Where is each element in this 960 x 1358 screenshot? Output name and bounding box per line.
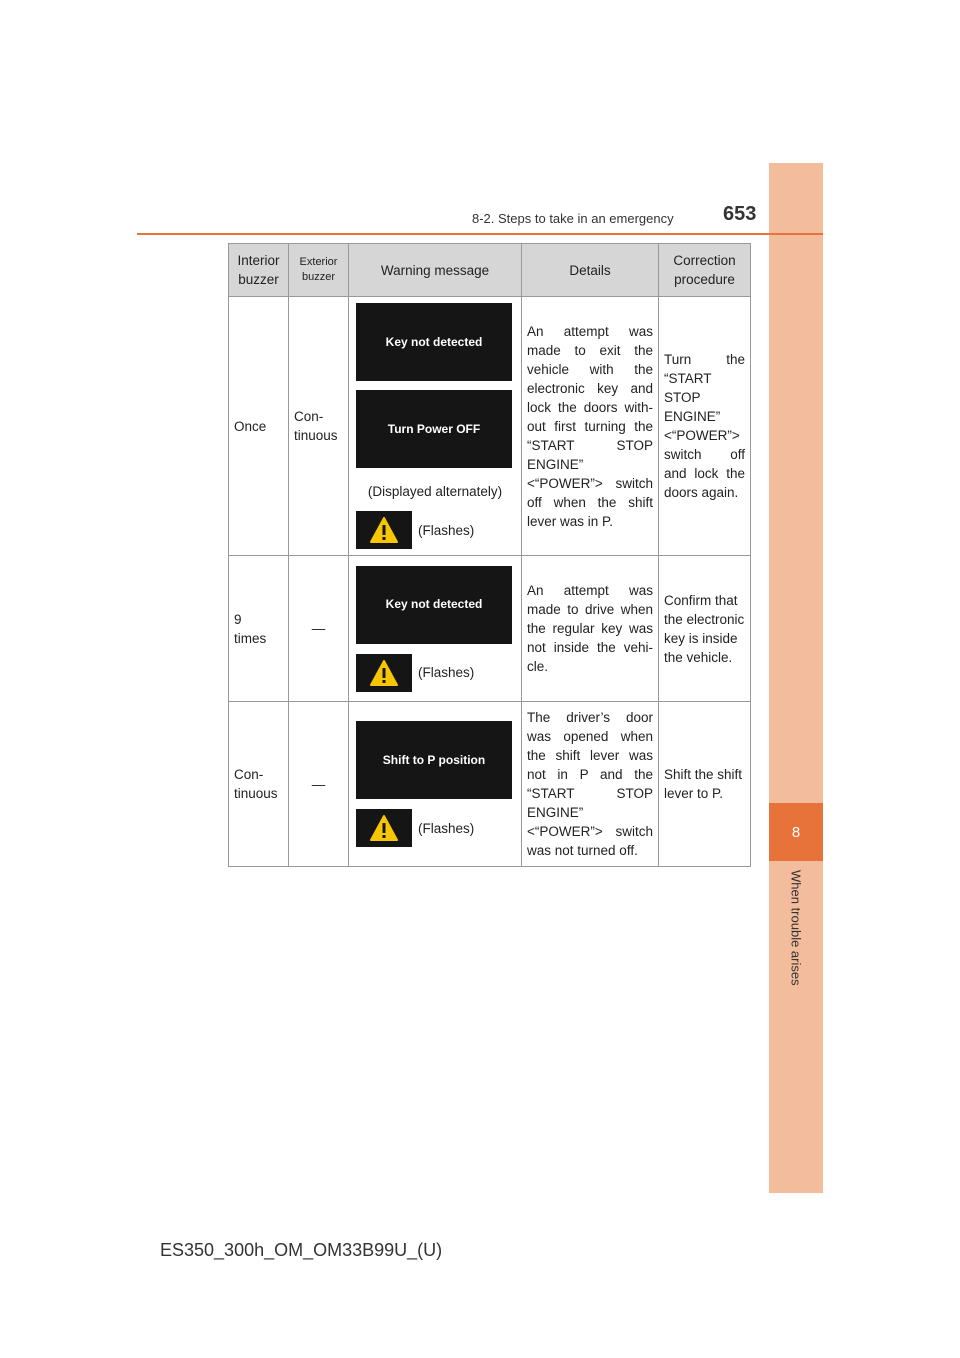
warning-display: Key not detected (356, 566, 512, 644)
chapter-number: 8 (769, 803, 823, 861)
document-code: ES350_300h_OM_OM33B99U_(U) (160, 1240, 443, 1260)
exterior-buzzer-cell: — (289, 702, 349, 867)
warning-triangle-icon (356, 511, 412, 549)
section-title: 8-2. Steps to take in an emergency (472, 211, 674, 226)
flash-label: (Flashes) (418, 665, 475, 680)
chapter-title: When trouble arises (788, 870, 804, 986)
header-correction-procedure: Correction procedure (659, 244, 751, 297)
table-row (229, 702, 751, 867)
header-warning-message: Warning message (349, 244, 522, 297)
warning-table (228, 243, 751, 867)
warning-display: Shift to P position (356, 721, 512, 799)
table-row (229, 297, 751, 556)
details-cell: An attempt was made to drive when the regular key was not inside the vehi-cle. (522, 556, 659, 702)
table-header-row (229, 244, 751, 297)
page-number: 653 (723, 203, 757, 225)
interior-buzzer-cell: 9 times (229, 556, 289, 702)
warning-display: Key not detected (356, 303, 512, 381)
warning-message-cell (349, 556, 522, 702)
chapter-side-tab (769, 163, 823, 1193)
details-cell: An attempt was made to exit the vehicle with the electronic key and lock the doors with-out first turning the “START STOP ENGINE” <“POWER”> switch off when the shift lever was in P. (522, 297, 659, 556)
correction-cell: Confirm that the electronic key is inside the vehicle. (659, 556, 751, 702)
interior-buzzer-cell: Once (229, 297, 289, 556)
correction-cell: Turn the “START STOP ENGINE” <“POWER”> switch off and lock the doors again. (659, 297, 751, 556)
details-cell: The driver’s door was opened when the shift lever was not in P and the “START STOP ENGINE” <“POWER”> switch was not turned off. (522, 702, 659, 867)
warning-triangle-icon (356, 654, 412, 692)
warning-message-cell (349, 702, 522, 867)
header-divider (137, 233, 823, 235)
header-interior-buzzer: Interior buzzer (229, 244, 289, 297)
correction-cell: Shift the shift lever to P. (659, 702, 751, 867)
warning-message-cell (349, 297, 522, 556)
exterior-buzzer-cell: — (289, 556, 349, 702)
display-note: (Displayed alternately) (367, 484, 503, 499)
header-details: Details (522, 244, 659, 297)
exterior-buzzer-cell: Con- tinuous (289, 297, 349, 556)
flash-label: (Flashes) (418, 820, 475, 836)
warning-display: Turn Power OFF (356, 390, 512, 468)
header-exterior-buzzer: Exterior buzzer (289, 244, 349, 297)
flash-label: (Flashes) (418, 522, 475, 538)
interior-buzzer-cell: Con- tinuous (229, 702, 289, 867)
table-row (229, 556, 751, 702)
warning-triangle-icon (356, 809, 412, 847)
